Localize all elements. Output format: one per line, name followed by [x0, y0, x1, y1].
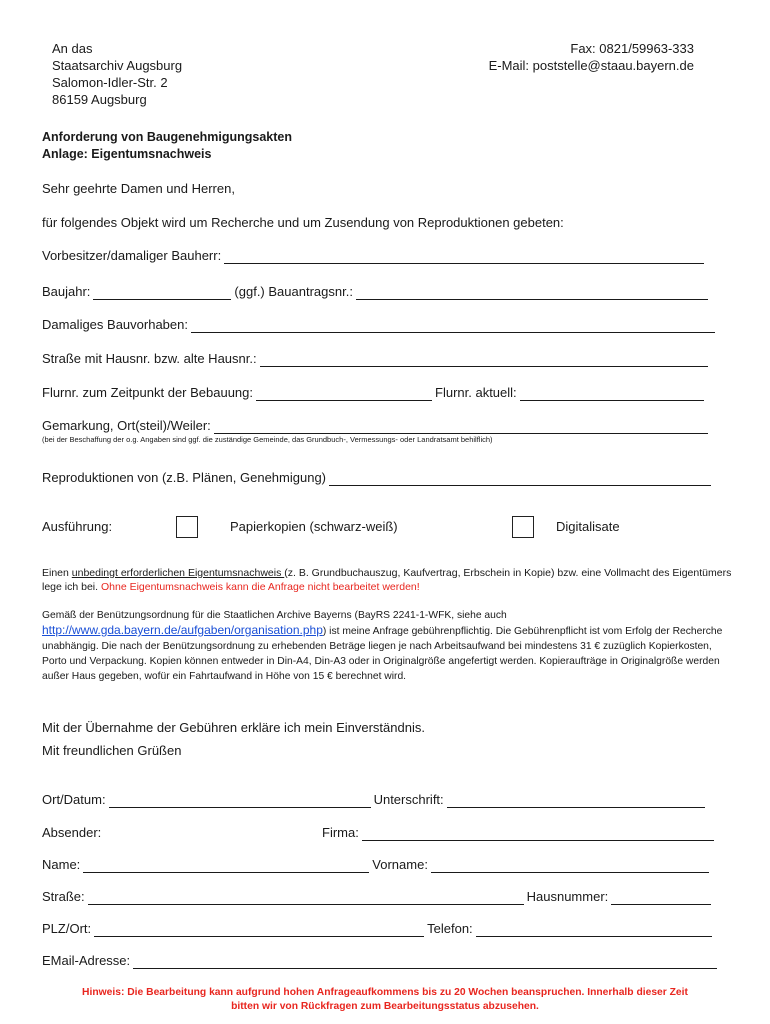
field-label: Hausnummer: — [526, 889, 609, 904]
gda-link[interactable]: http://www.gda.bayern.de/aufgaben/organisation.php — [42, 623, 323, 637]
digitalisate-label: Digitalisate — [556, 519, 620, 534]
field-strasse-alt — [42, 350, 711, 367]
field-firma — [322, 824, 717, 841]
ausfuehrung-label: Ausführung: — [42, 519, 113, 534]
input-line[interactable] — [83, 860, 369, 873]
recipient-line: Staatsarchiv Augsburg — [52, 58, 183, 73]
input-line[interactable] — [94, 924, 424, 937]
field-label: PLZ/Ort: — [42, 921, 92, 936]
recipient-line: Salomon-Idler-Str. 2 — [52, 75, 168, 90]
field-label: Reproduktionen von (z.B. Plänen, Genehmigung) — [42, 470, 327, 485]
field-reproduktionen — [42, 469, 714, 486]
input-line[interactable] — [224, 251, 704, 264]
input-line[interactable] — [447, 795, 705, 808]
field-ort-datum-row — [42, 791, 708, 808]
input-line[interactable] — [329, 473, 711, 486]
subject-title: Anforderung von Baugenehmigungsakten — [42, 130, 293, 144]
input-line[interactable] — [133, 956, 717, 969]
input-line[interactable] — [93, 287, 231, 300]
field-flurnr-row — [42, 384, 707, 401]
eigentum-underlined: unbedingt erforderlichen Eigentumsnachweis — [71, 567, 285, 579]
input-line[interactable] — [356, 287, 708, 300]
eigentum-warning: Ohne Eigentumsnachweis kann die Anfrage nicht bearbeitet werden! — [100, 581, 420, 593]
contact-info — [489, 40, 694, 74]
field-strasse-row — [42, 888, 714, 905]
field-label: Telefon: — [427, 921, 473, 936]
input-line[interactable] — [520, 388, 704, 401]
input-line[interactable] — [191, 320, 715, 333]
recipient-line: 86159 Augsburg — [52, 92, 147, 107]
field-label: Ort/Datum: — [42, 792, 106, 807]
input-line[interactable] — [431, 860, 709, 873]
input-line[interactable] — [214, 421, 708, 434]
field-label: Straße mit Hausnr. bzw. alte Hausnr.: — [42, 351, 257, 366]
gebuehren-text: Gemäß der Benützungsordnung für die Staatlichen Archive Bayerns (BayRS 2241-1-WFK, siehe auch — [42, 610, 507, 621]
input-line[interactable] — [476, 924, 712, 937]
input-line[interactable] — [260, 354, 708, 367]
field-label: Flurnr. aktuell: — [435, 385, 517, 400]
field-email — [42, 952, 720, 969]
field-bauvorhaben — [42, 316, 718, 333]
eigentum-text: Einen — [42, 567, 72, 579]
recipient-line: An das — [52, 41, 93, 56]
field-label: Straße: — [42, 889, 85, 904]
gebuehren-text: ) ist meine Anfrage gebührenpflichtig. Die Gebührenpflicht ist vom Erfolg der Recherche unabhängig. Die nach der Benützungsordnung zu erhebenden Beträge liegen je nach Arbeitsaufwand bei mindestens 31 € zuzüglich Kopierkosten, Porto und Verpackung. Kopien können entweder in Din-A4, Din-A3 oder in Originalgröße angefertigt werden. Kopieraufträge in Originalgröße werden außer Haus gegeben, wofür ein Fahrtaufwand in Höhe von 15 € berechnet wird. — [42, 626, 723, 682]
processing-hint — [0, 986, 770, 1014]
field-label: Firma: — [322, 825, 359, 840]
consent-text: Mit der Übernahme der Gebühren erkläre ich mein Einverständnis. — [42, 720, 425, 735]
papierkopien-label: Papierkopien (schwarz-weiß) — [230, 519, 398, 534]
field-label: Unterschrift: — [373, 792, 444, 807]
greeting: Sehr geehrte Damen und Herren, — [42, 181, 235, 196]
gebuehren-paragraph — [42, 608, 732, 684]
field-vorbesitzer — [42, 247, 707, 264]
input-line[interactable] — [109, 795, 371, 808]
input-line[interactable] — [88, 892, 524, 905]
regards-text: Mit freundlichen Grüßen — [42, 743, 182, 758]
email-address: E-Mail: poststelle@staau.bayern.de — [488, 58, 694, 73]
field-label: Vorbesitzer/damaliger Bauherr: — [42, 248, 222, 263]
papierkopien-checkbox[interactable] — [176, 516, 198, 538]
absender-label: Absender: — [42, 825, 102, 840]
field-label: Damaliges Bauvorhaben: — [42, 317, 188, 332]
intro-text: für folgendes Objekt wird um Recherche und um Zusendung von Reproduktionen gebeten: — [42, 215, 564, 230]
gemarkung-hint: (bei der Beschaffung der o.g. Angaben sind ggf. die zuständige Gemeinde, das Grundbuch-, Vermessungs- oder Landratsamt behilflich) — [42, 435, 493, 444]
eigentum-paragraph — [42, 566, 732, 594]
recipient-address — [52, 40, 182, 108]
field-label: Baujahr: — [42, 284, 91, 299]
field-name-row — [42, 856, 712, 873]
field-plz-row — [42, 920, 715, 937]
field-label: Gemarkung, Ort(steil)/Weiler: — [42, 418, 211, 433]
field-label: (ggf.) Bauantragsnr.: — [234, 284, 353, 299]
field-label: EMail-Adresse: — [42, 953, 131, 968]
input-line[interactable] — [611, 892, 711, 905]
field-gemarkung — [42, 417, 711, 434]
fax-number: Fax: 0821/59963-333 — [570, 41, 694, 56]
field-label: Flurnr. zum Zeitpunkt der Bebauung: — [42, 385, 254, 400]
field-label: Vorname: — [372, 857, 428, 872]
subject — [42, 129, 292, 163]
field-baujahr-row — [42, 283, 711, 300]
subject-attachment: Anlage: Eigentumsnachweis — [42, 147, 212, 161]
digitalisate-checkbox[interactable] — [512, 516, 534, 538]
hint-line: bitten wir von Rückfragen zum Bearbeitungsstatus abzusehen. — [231, 1001, 539, 1012]
eigentum-text: (z. B. Grundbuchauszug, Kaufvertrag, Erbschein in Kopie) bzw. eine Vollmacht des Eigentümers lege ich bei. — [42, 567, 732, 593]
input-line[interactable] — [362, 828, 714, 841]
input-line[interactable] — [256, 388, 432, 401]
field-label: Name: — [42, 857, 81, 872]
hint-line: Hinweis: Die Bearbeitung kann aufgrund hohen Anfrageaufkommens bis zu 20 Wochen beanspruchen. Innerhalb dieser Zeit — [82, 987, 688, 998]
